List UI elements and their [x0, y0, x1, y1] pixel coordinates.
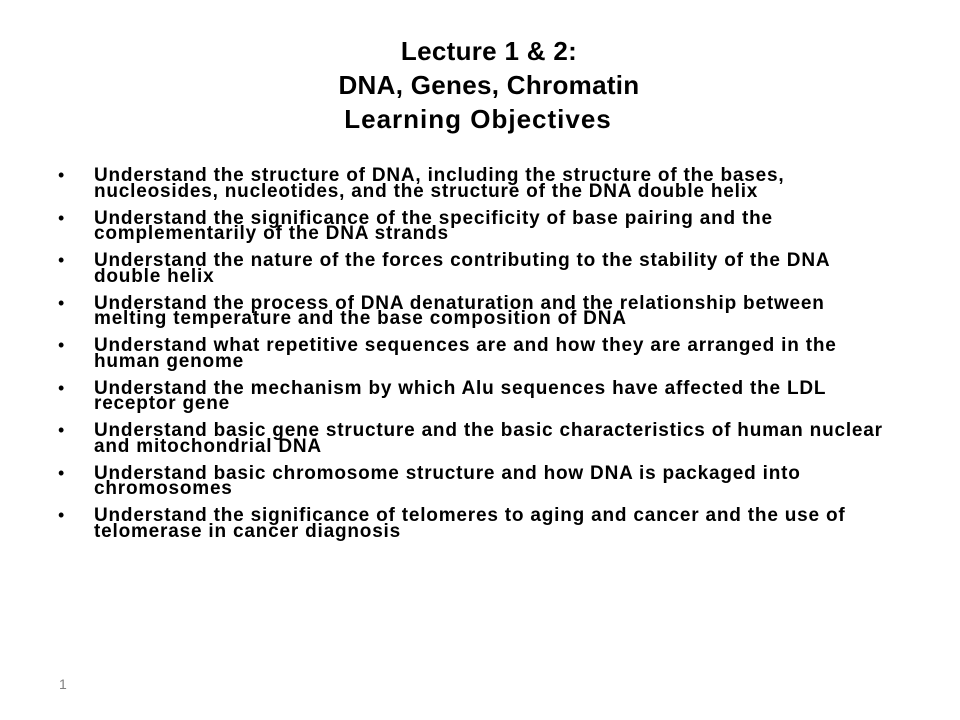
objective-text: Understand basic chromosome structure and how DNA is packaged into chromosomes [94, 462, 801, 499]
objective-text: Understand the mechanism by which Alu sequences have affected the LDL receptor gene [94, 377, 826, 414]
bullet-icon: • [58, 505, 66, 525]
objective-item [58, 165, 898, 202]
objective-text: Understand what repetitive sequences are and how they are arranged in the human genome [94, 335, 837, 372]
objectives-list [58, 165, 898, 551]
objective-item [58, 250, 898, 287]
bullet-icon: • [58, 165, 66, 185]
title-line-3: Learning Objectives [344, 104, 612, 134]
page-number: 1 [59, 676, 67, 692]
slide-title [180, 34, 780, 136]
title-line-2: DNA, Genes, Chromatin [338, 70, 640, 100]
bullet-icon: • [58, 292, 66, 313]
bullet-icon: • [58, 250, 66, 270]
objective-item [58, 207, 898, 244]
objective-text: Understand basic gene structure and the basic characteristics of human nuclear and mitochondrial DNA [94, 420, 883, 457]
objective-item [58, 377, 898, 414]
objective-text: Understand the significance of telomeres to aging and cancer and the use of telomerase in cancer diagnosis [94, 505, 846, 542]
bullet-icon: • [58, 207, 66, 228]
objective-item [58, 505, 898, 542]
objective-item [58, 462, 898, 499]
objective-item [58, 420, 898, 457]
objective-item [58, 335, 898, 372]
bullet-icon: • [58, 335, 66, 355]
title-line-1: Lecture 1 & 2: [400, 36, 578, 66]
objective-text: Understand the nature of the forces contributing to the stability of the DNA double helix [94, 250, 830, 287]
objective-item [58, 292, 898, 329]
bullet-icon: • [58, 420, 66, 440]
objective-text: Understand the process of DNA denaturation and the relationship between melting temperature and the base composition of DNA [94, 292, 825, 329]
objective-text: Understand the structure of DNA, including the structure of the bases, nucleosides, nucleotides, and the structure of the DNA double helix [94, 165, 785, 202]
bullet-icon: • [58, 377, 66, 398]
objective-text: Understand the significance of the specificity of base pairing and the complementarily of the DNA strands [94, 207, 773, 244]
bullet-icon: • [58, 462, 66, 483]
